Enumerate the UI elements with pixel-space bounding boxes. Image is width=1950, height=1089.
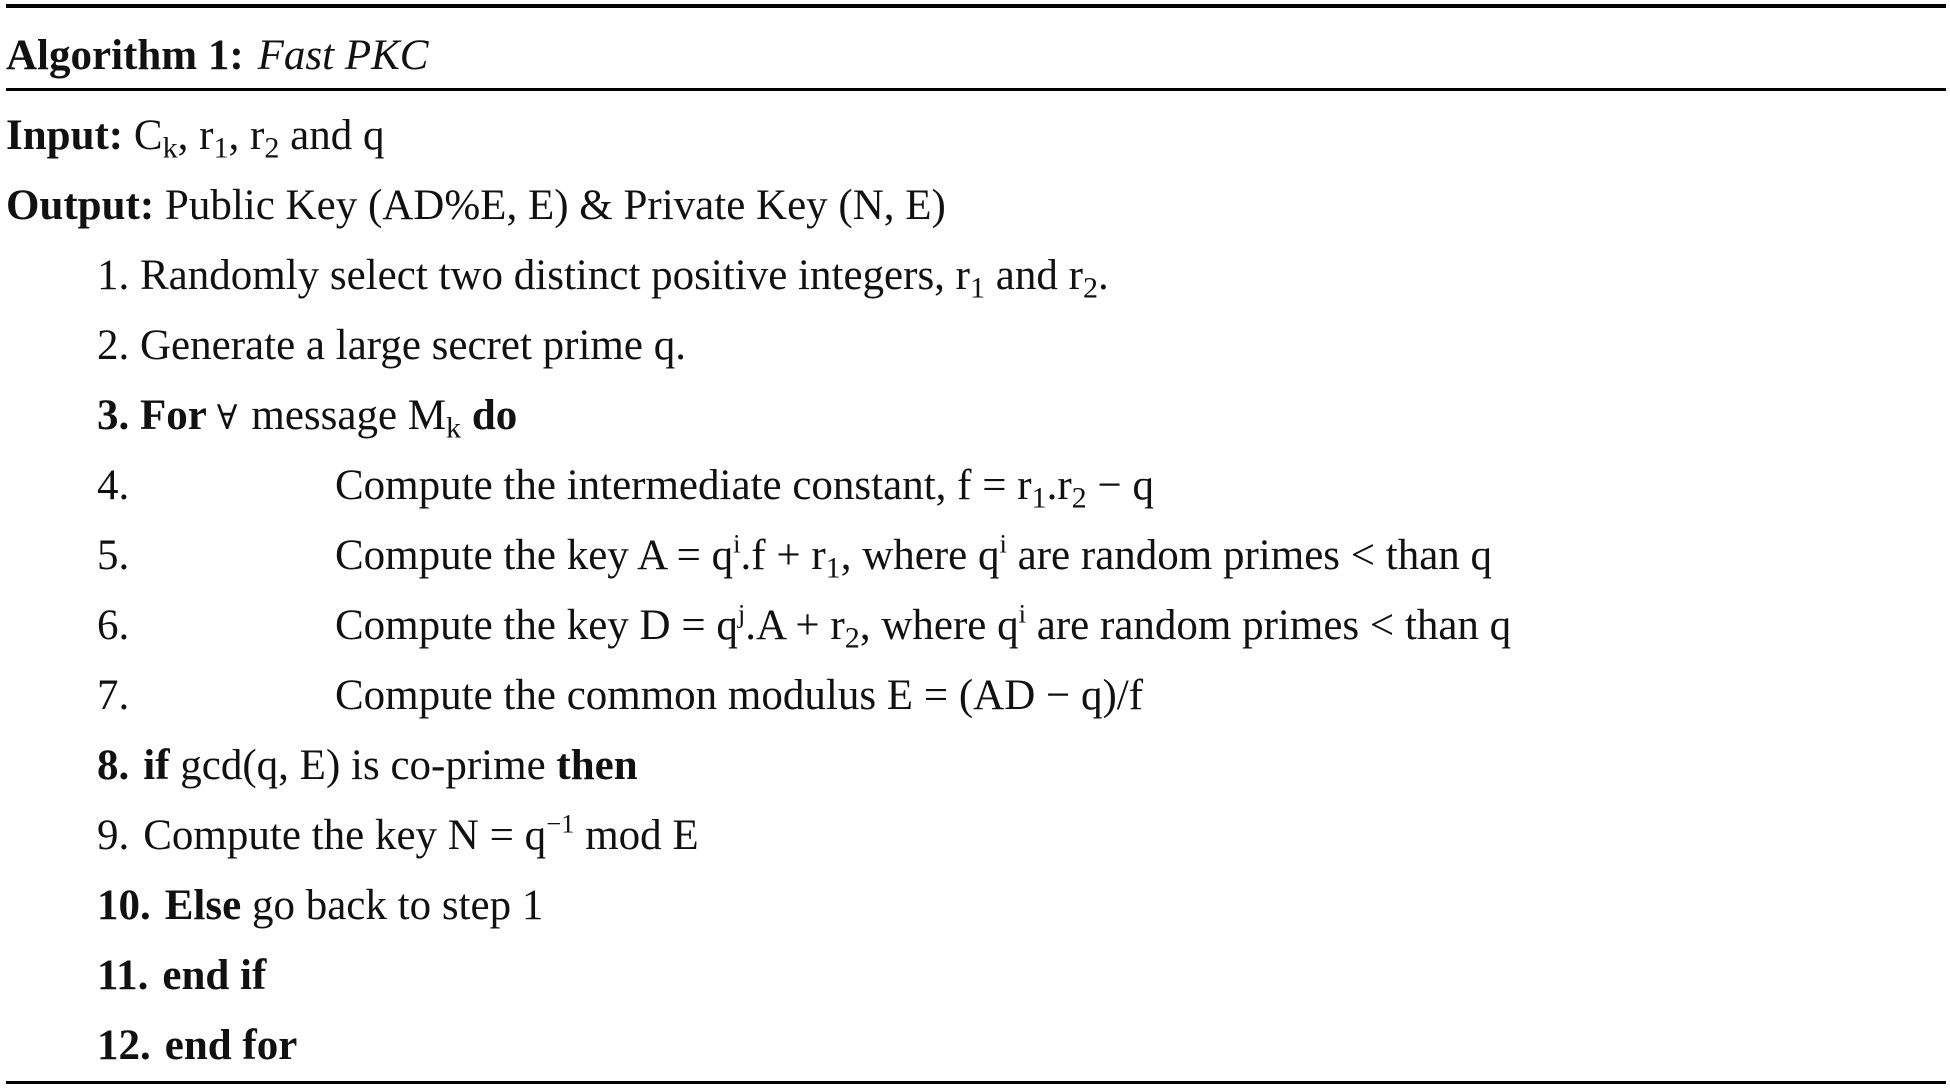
step-text: message M xyxy=(251,392,447,439)
algorithm-title xyxy=(6,34,428,77)
step-body xyxy=(335,674,1143,717)
superscript: i xyxy=(733,528,741,559)
step-text: go back to step 1 xyxy=(241,882,544,929)
input-label: Input: xyxy=(6,112,124,159)
step-number: 12. xyxy=(97,1022,151,1069)
superscript: i xyxy=(999,528,1007,559)
step-text: . xyxy=(1098,252,1109,299)
step-text: − q xyxy=(1086,462,1154,509)
algorithm-label: Algorithm 1: xyxy=(6,32,244,79)
top-rule xyxy=(6,4,1946,8)
step-text: Generate a large secret prime q. xyxy=(129,322,686,369)
step-body xyxy=(335,598,1512,655)
algorithm-name: Fast PKC xyxy=(257,32,429,79)
keyword-then: then xyxy=(556,742,638,789)
step-number: 6. xyxy=(97,602,130,649)
output-line xyxy=(6,184,946,227)
keyword-do: do xyxy=(461,392,518,439)
input-tail: and q xyxy=(279,112,385,159)
keyword-if: if xyxy=(143,742,170,789)
input-r1-sub: 1 xyxy=(213,130,229,165)
step-text: Randomly select two distinct positive integers, r xyxy=(129,252,970,299)
step-text: Compute the intermediate constant, f = r xyxy=(335,462,1032,509)
step-text: Compute the common modulus E = (AD − q)/f xyxy=(335,672,1144,719)
step-text: , where q xyxy=(859,602,1019,649)
step-8 xyxy=(97,744,638,787)
superscript: j xyxy=(737,598,746,629)
input-r2-sub: 2 xyxy=(264,130,280,165)
input-line xyxy=(6,112,385,165)
step-9 xyxy=(97,808,699,859)
keyword-end-for: end for xyxy=(164,1022,298,1069)
keyword-else: Else xyxy=(164,882,242,929)
step-12 xyxy=(97,1024,297,1067)
step-number: 7. xyxy=(97,672,130,719)
subscript: 1 xyxy=(1031,480,1047,515)
superscript: −1 xyxy=(546,808,575,839)
subscript: 2 xyxy=(1082,270,1098,305)
step-10 xyxy=(97,884,543,927)
step-text: .r xyxy=(1046,462,1072,509)
subscript: 1 xyxy=(825,550,841,585)
step-1 xyxy=(97,252,1109,305)
step-text: Compute the key A = q xyxy=(335,532,734,579)
step-text: .f + r xyxy=(740,532,826,579)
header-rule xyxy=(6,88,1946,91)
step-11 xyxy=(97,954,266,997)
step-text: .A + r xyxy=(745,602,845,649)
step-number: 5. xyxy=(97,532,130,579)
step-body xyxy=(335,462,1154,515)
forall-symbol: ∀ xyxy=(216,398,238,438)
step-number: 1. xyxy=(97,252,130,299)
step-text: mod E xyxy=(574,812,699,859)
step-number: 2. xyxy=(97,322,130,369)
subscript: 2 xyxy=(1071,480,1087,515)
input-r1: , r xyxy=(177,112,214,159)
step-number: 4. xyxy=(97,462,130,509)
step-text: gcd(q, E) is co-prime xyxy=(169,742,557,789)
step-2 xyxy=(97,324,686,367)
step-3 xyxy=(97,392,518,445)
step-number: 3. xyxy=(97,392,130,439)
step-text: Compute the key N = q xyxy=(143,812,547,859)
step-number: 9. xyxy=(97,812,130,859)
input-c-sub: k xyxy=(162,130,178,165)
bottom-rule xyxy=(6,1081,1946,1084)
step-number: 8. xyxy=(97,742,130,789)
step-7 xyxy=(97,672,1144,719)
step-text: Compute the key D = q xyxy=(335,602,738,649)
step-4 xyxy=(97,462,1154,515)
superscript: i xyxy=(1018,598,1027,629)
step-6 xyxy=(97,598,1512,655)
step-number: 11. xyxy=(97,952,149,999)
step-text: , where q xyxy=(840,532,1000,579)
subscript: 2 xyxy=(844,620,860,655)
input-r2: , r xyxy=(228,112,265,159)
output-text: Public Key (AD%E, E) & Private Key (N, E) xyxy=(154,182,946,229)
keyword-for: For xyxy=(129,392,207,439)
step-body xyxy=(335,528,1493,585)
step-text: are random primes < than q xyxy=(1006,532,1493,579)
output-label: Output: xyxy=(6,182,155,229)
subscript: 1 xyxy=(970,270,986,305)
step-text: are random primes < than q xyxy=(1026,602,1512,649)
step-text: and r xyxy=(985,252,1083,299)
step-5 xyxy=(97,528,1493,585)
subscript: k xyxy=(446,410,462,445)
step-number: 10. xyxy=(97,882,151,929)
input-c: C xyxy=(133,112,163,159)
keyword-end-if: end if xyxy=(162,952,267,999)
